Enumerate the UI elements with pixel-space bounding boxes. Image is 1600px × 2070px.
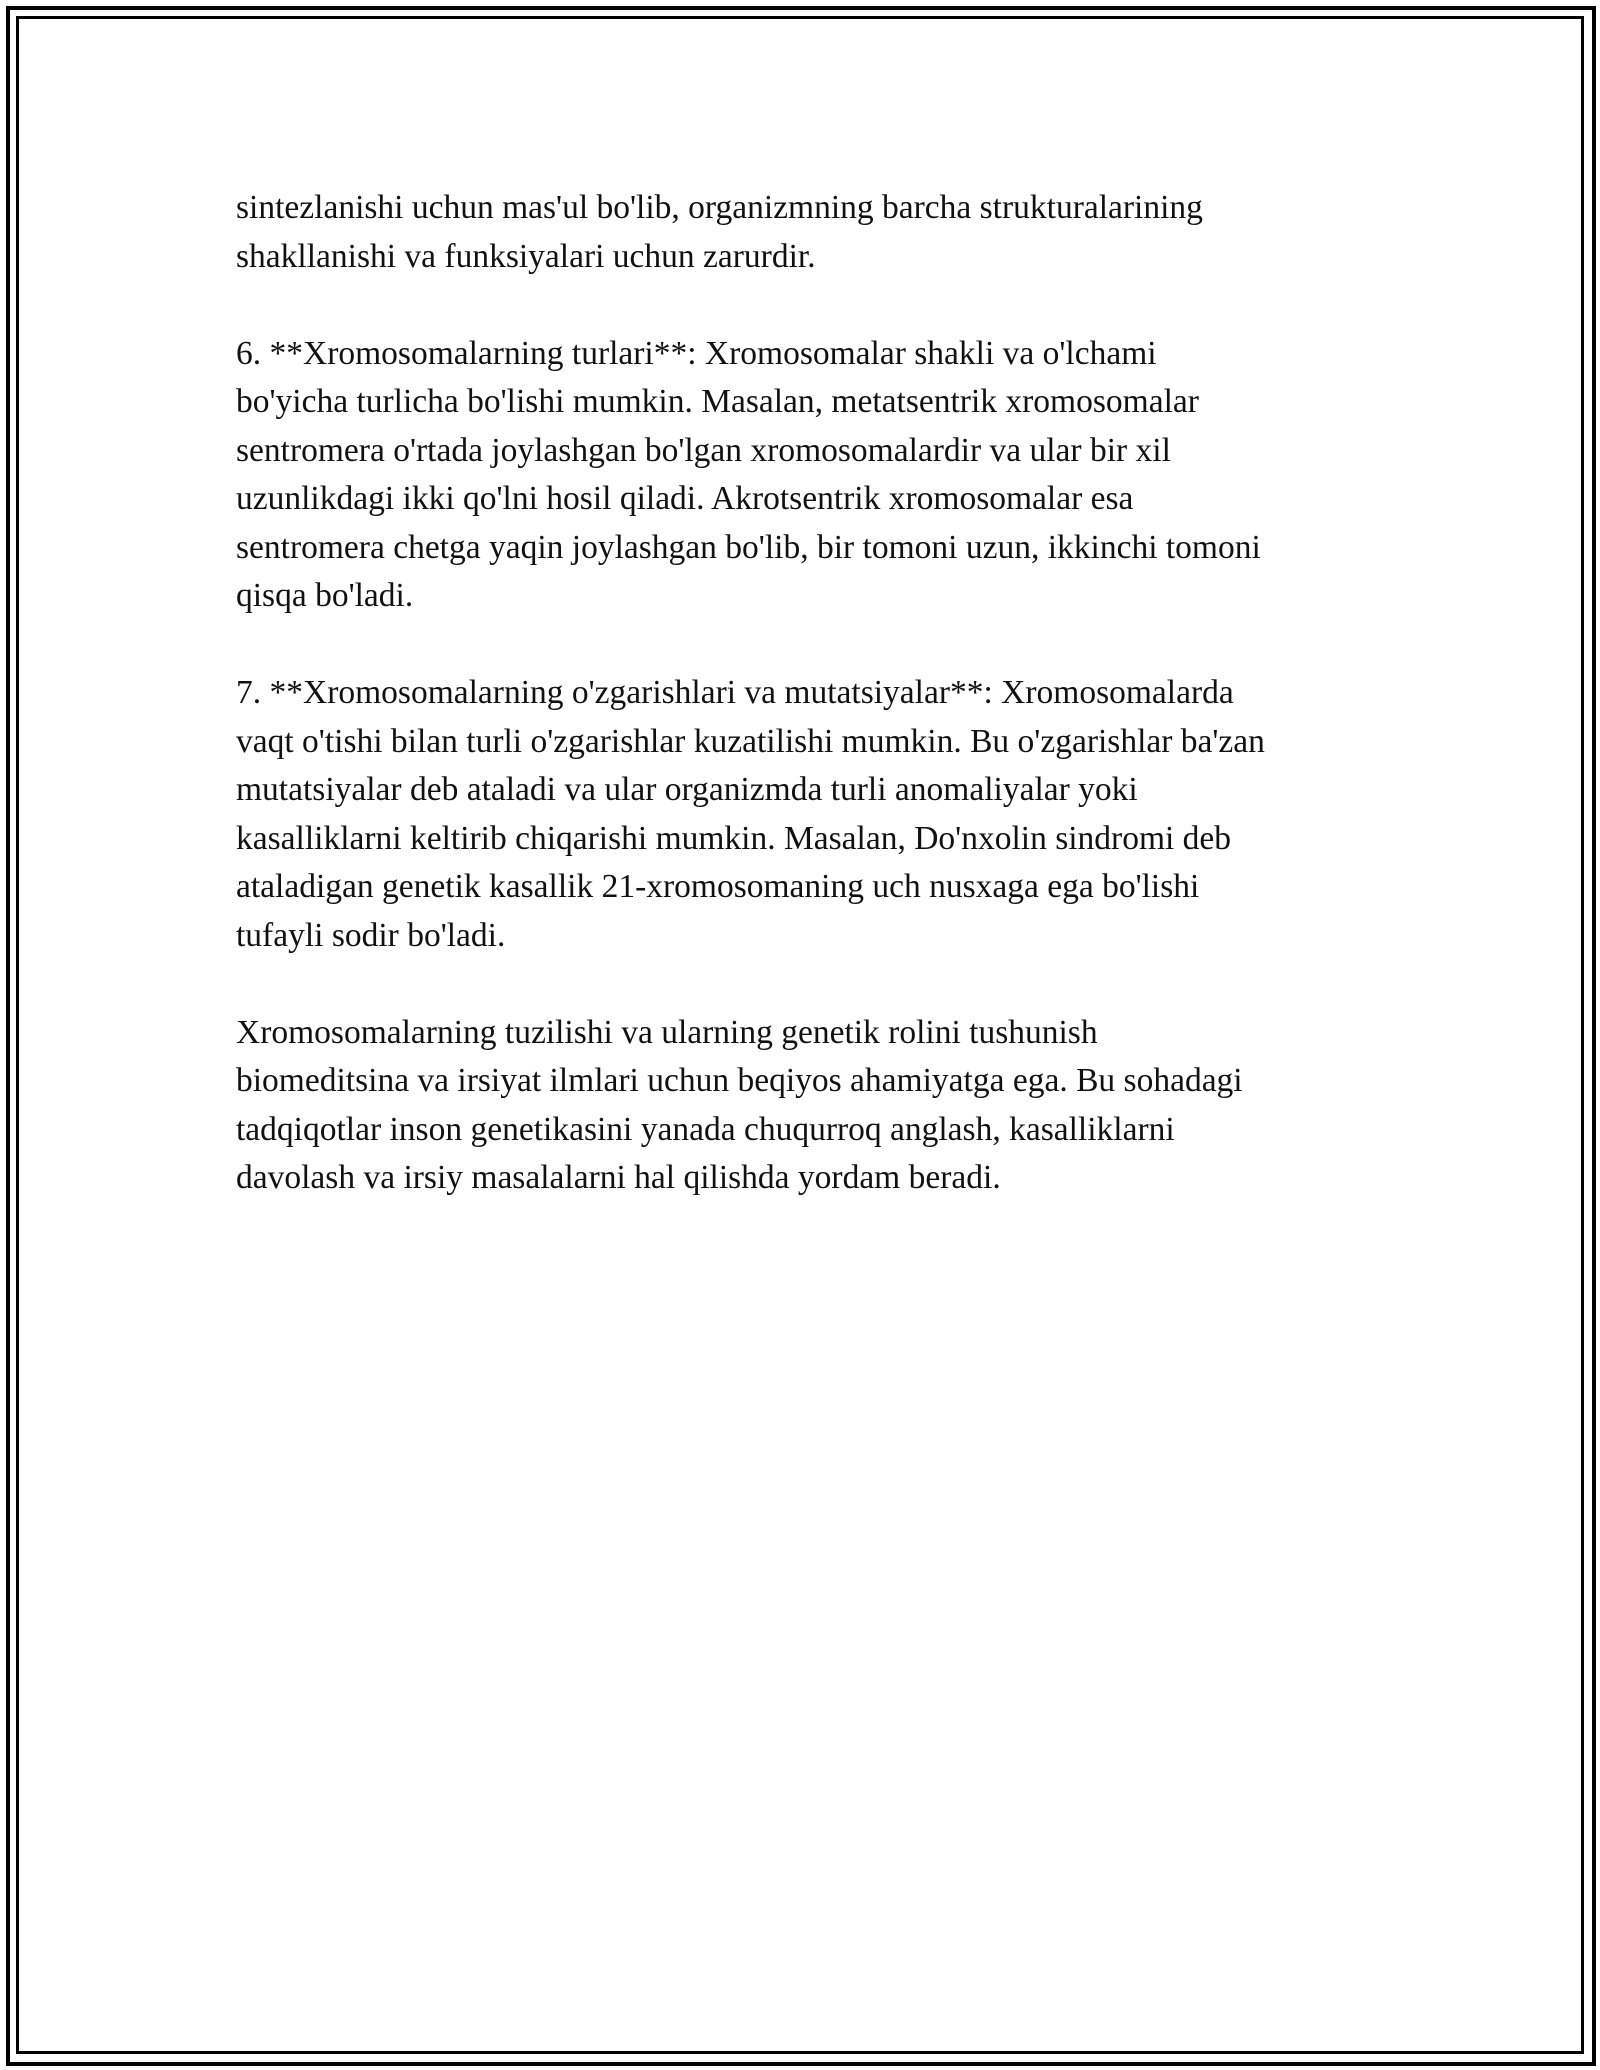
text-line: tadqiqotlar inson genetikasini yanada chuqurroq anglash, kasalliklarni <box>236 1110 1175 1148</box>
text-line: davolash va irsiy masalalarni hal qilishda yordam beradi. <box>236 1159 1001 1196</box>
text-line: kasalliklarni keltirib chiqarishi mumkin. Masalan, Do'nxolin sindromi deb <box>236 819 1232 857</box>
text-line: 7. **Xromosomalarning o'zgarishlari va mutatsiyalar**: Xromosomalarda <box>236 674 1234 711</box>
text-line: tufayli sodir bo'ladi. <box>236 916 506 954</box>
text-line: ataladigan genetik kasallik 21-xromosomaning uch nusxaga ega bo'lishi <box>236 868 1200 905</box>
text-line: mutatsiyalar deb ataladi va ular organizmda turli anomaliyalar yoki <box>236 771 1138 808</box>
text-line: sintezlanishi uchun mas'ul bo'lib, organizmning barcha strukturalarining <box>236 189 1203 226</box>
text-line: vaqt o'tishi bilan turli o'zgarishlar kuzatilishi mumkin. Bu o'zgarishlar ba'zan <box>236 722 1265 760</box>
paragraph-item-6 <box>236 330 1376 621</box>
document-body <box>236 184 1376 1251</box>
text-line: bo'yicha turlicha bo'lishi mumkin. Masalan, metatsentrik xromosomalar <box>236 383 1199 420</box>
text-line: Xromosomalarning tuzilishi va ularning genetik rolini tushunish <box>236 1013 1098 1051</box>
paragraph-item-7 <box>236 669 1376 960</box>
paragraph-continuation <box>236 184 1376 281</box>
text-line: sentromera o'rtada joylashgan bo'lgan xromosomalardir va ular bir xil <box>236 431 1171 469</box>
text-line: shakllanishi va funksiyalari uchun zarurdir. <box>236 237 816 275</box>
text-line: sentromera chetga yaqin joylashgan bo'lib, bir tomoni uzun, ikkinchi tomoni <box>236 528 1261 566</box>
text-line: biomeditsina va irsiyat ilmlari uchun beqiyos ahamiyatga ega. Bu sohadagi <box>236 1062 1243 1099</box>
paragraph-conclusion <box>236 1009 1376 1203</box>
text-line: qisqa bo'ladi. <box>236 577 414 614</box>
text-line: uzunlikdagi ikki qo'lni hosil qiladi. Akrotsentrik xromosomalar esa <box>236 480 1134 517</box>
text-line: 6. **Xromosomalarning turlari**: Xromosomalar shakli va o'lchami <box>236 334 1157 372</box>
